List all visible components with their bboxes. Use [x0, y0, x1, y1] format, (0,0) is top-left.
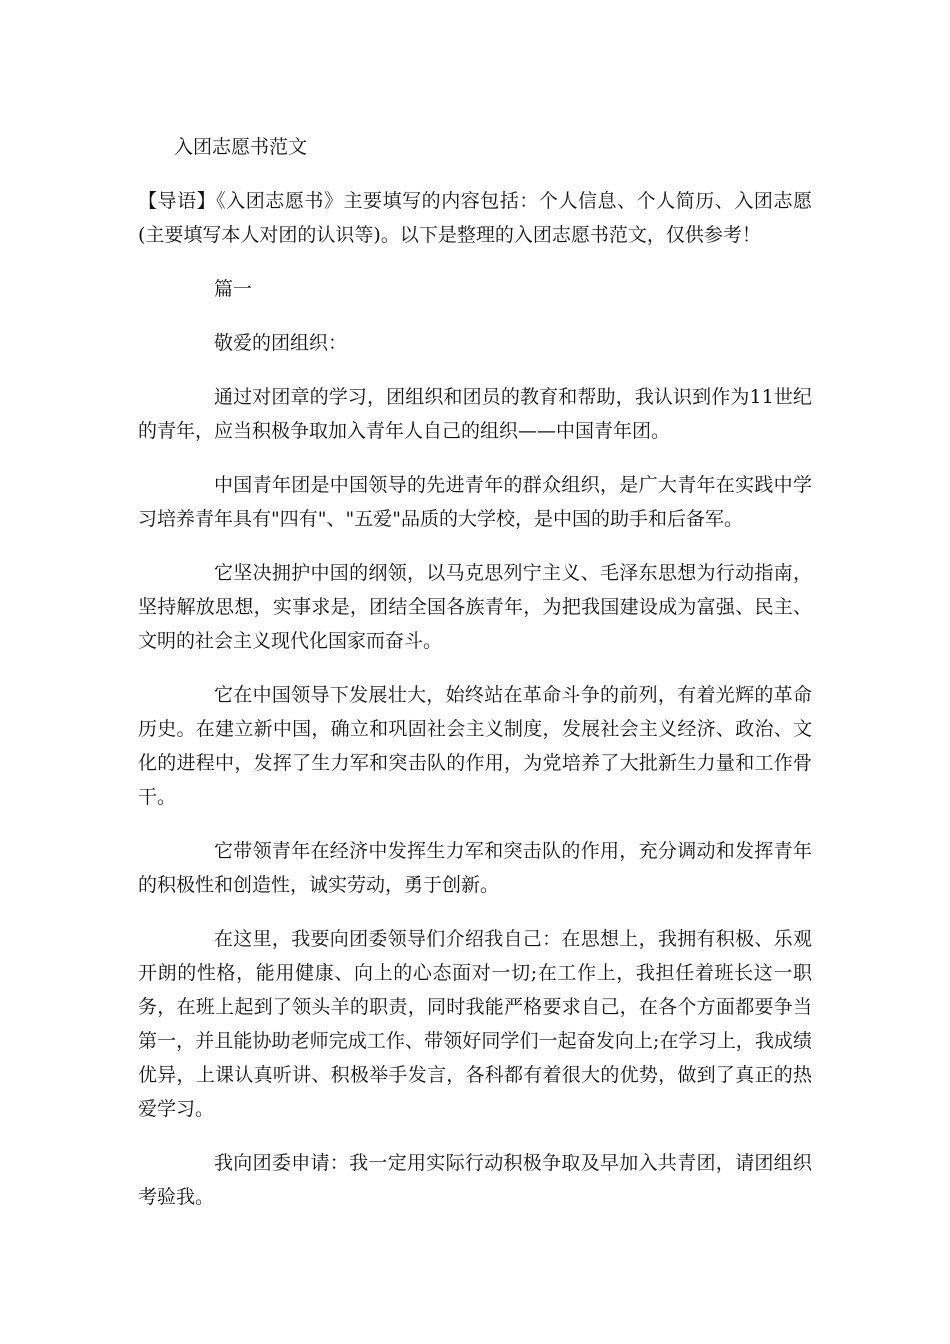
body-paragraph-1: 通过对团章的学习，团组织和团员的教育和帮助，我认识到作为11世纪的青年，应当积极争取加入青年人自己的组织——中国青年团。 [138, 386, 812, 442]
body-paragraph-5: 它带领青年在经济中发挥生力军和突击队的作用，充分调动和发挥青年的积极性和创造性，诚实劳动，勇于创新。 [138, 840, 812, 896]
lead-paragraph: 【导语】《入团志愿书》主要填写的内容包括：个人信息、个人简历、入团志愿(主要填写本人对团的认识等)。以下是整理的入团志愿书范文，仅供参考！ [138, 190, 812, 246]
document-page [138, 130, 812, 1234]
section-title: 篇一 [214, 278, 253, 300]
document-title: 入团志愿书范文 [174, 136, 308, 158]
body-paragraph-6: 在这里，我要向团委领导们介绍我自己：在思想上，我拥有积极、乐观开朗的性格，能用健康、向上的心态面对一切;在工作上，我担任着班长这一职务，在班上起到了领头羊的职责，同时我能严格要求自己，在各个方面都要争当第一，并且能协助老师完成工作、带领好同学们一起奋发向上;在学习上，我成绩优异，上课认真听讲、积极举手发言，各科都有着很大的优势，做到了真正的热爱学习。 [138, 928, 812, 1120]
body-paragraph-7: 我向团委申请：我一定用实际行动积极争取及早加入共青团，请团组织考验我。 [138, 1152, 812, 1208]
body-paragraph-2: 中国青年团是中国领导的先进青年的群众组织，是广大青年在实践中学习培养青年具有"四有"、"五爱"品质的大学校，是中国的助手和后备军。 [138, 474, 812, 530]
body-paragraph-4: 它在中国领导下发展壮大，始终站在革命斗争的前列，有着光辉的革命历史。在建立新中国，确立和巩固社会主义制度，发展社会主义经济、政治、文化的进程中，发挥了生力军和突击队的作用，为党培养了大批新生力量和工作骨干。 [138, 684, 812, 808]
body-paragraph-3: 它坚决拥护中国的纲领，以马克思列宁主义、毛泽东思想为行动指南，坚持解放思想，实事求是，团结全国各族青年，为把我国建设成为富强、民主、文明的社会主义现代化国家而奋斗。 [138, 562, 812, 652]
salutation: 敬爱的团组织： [214, 332, 348, 354]
